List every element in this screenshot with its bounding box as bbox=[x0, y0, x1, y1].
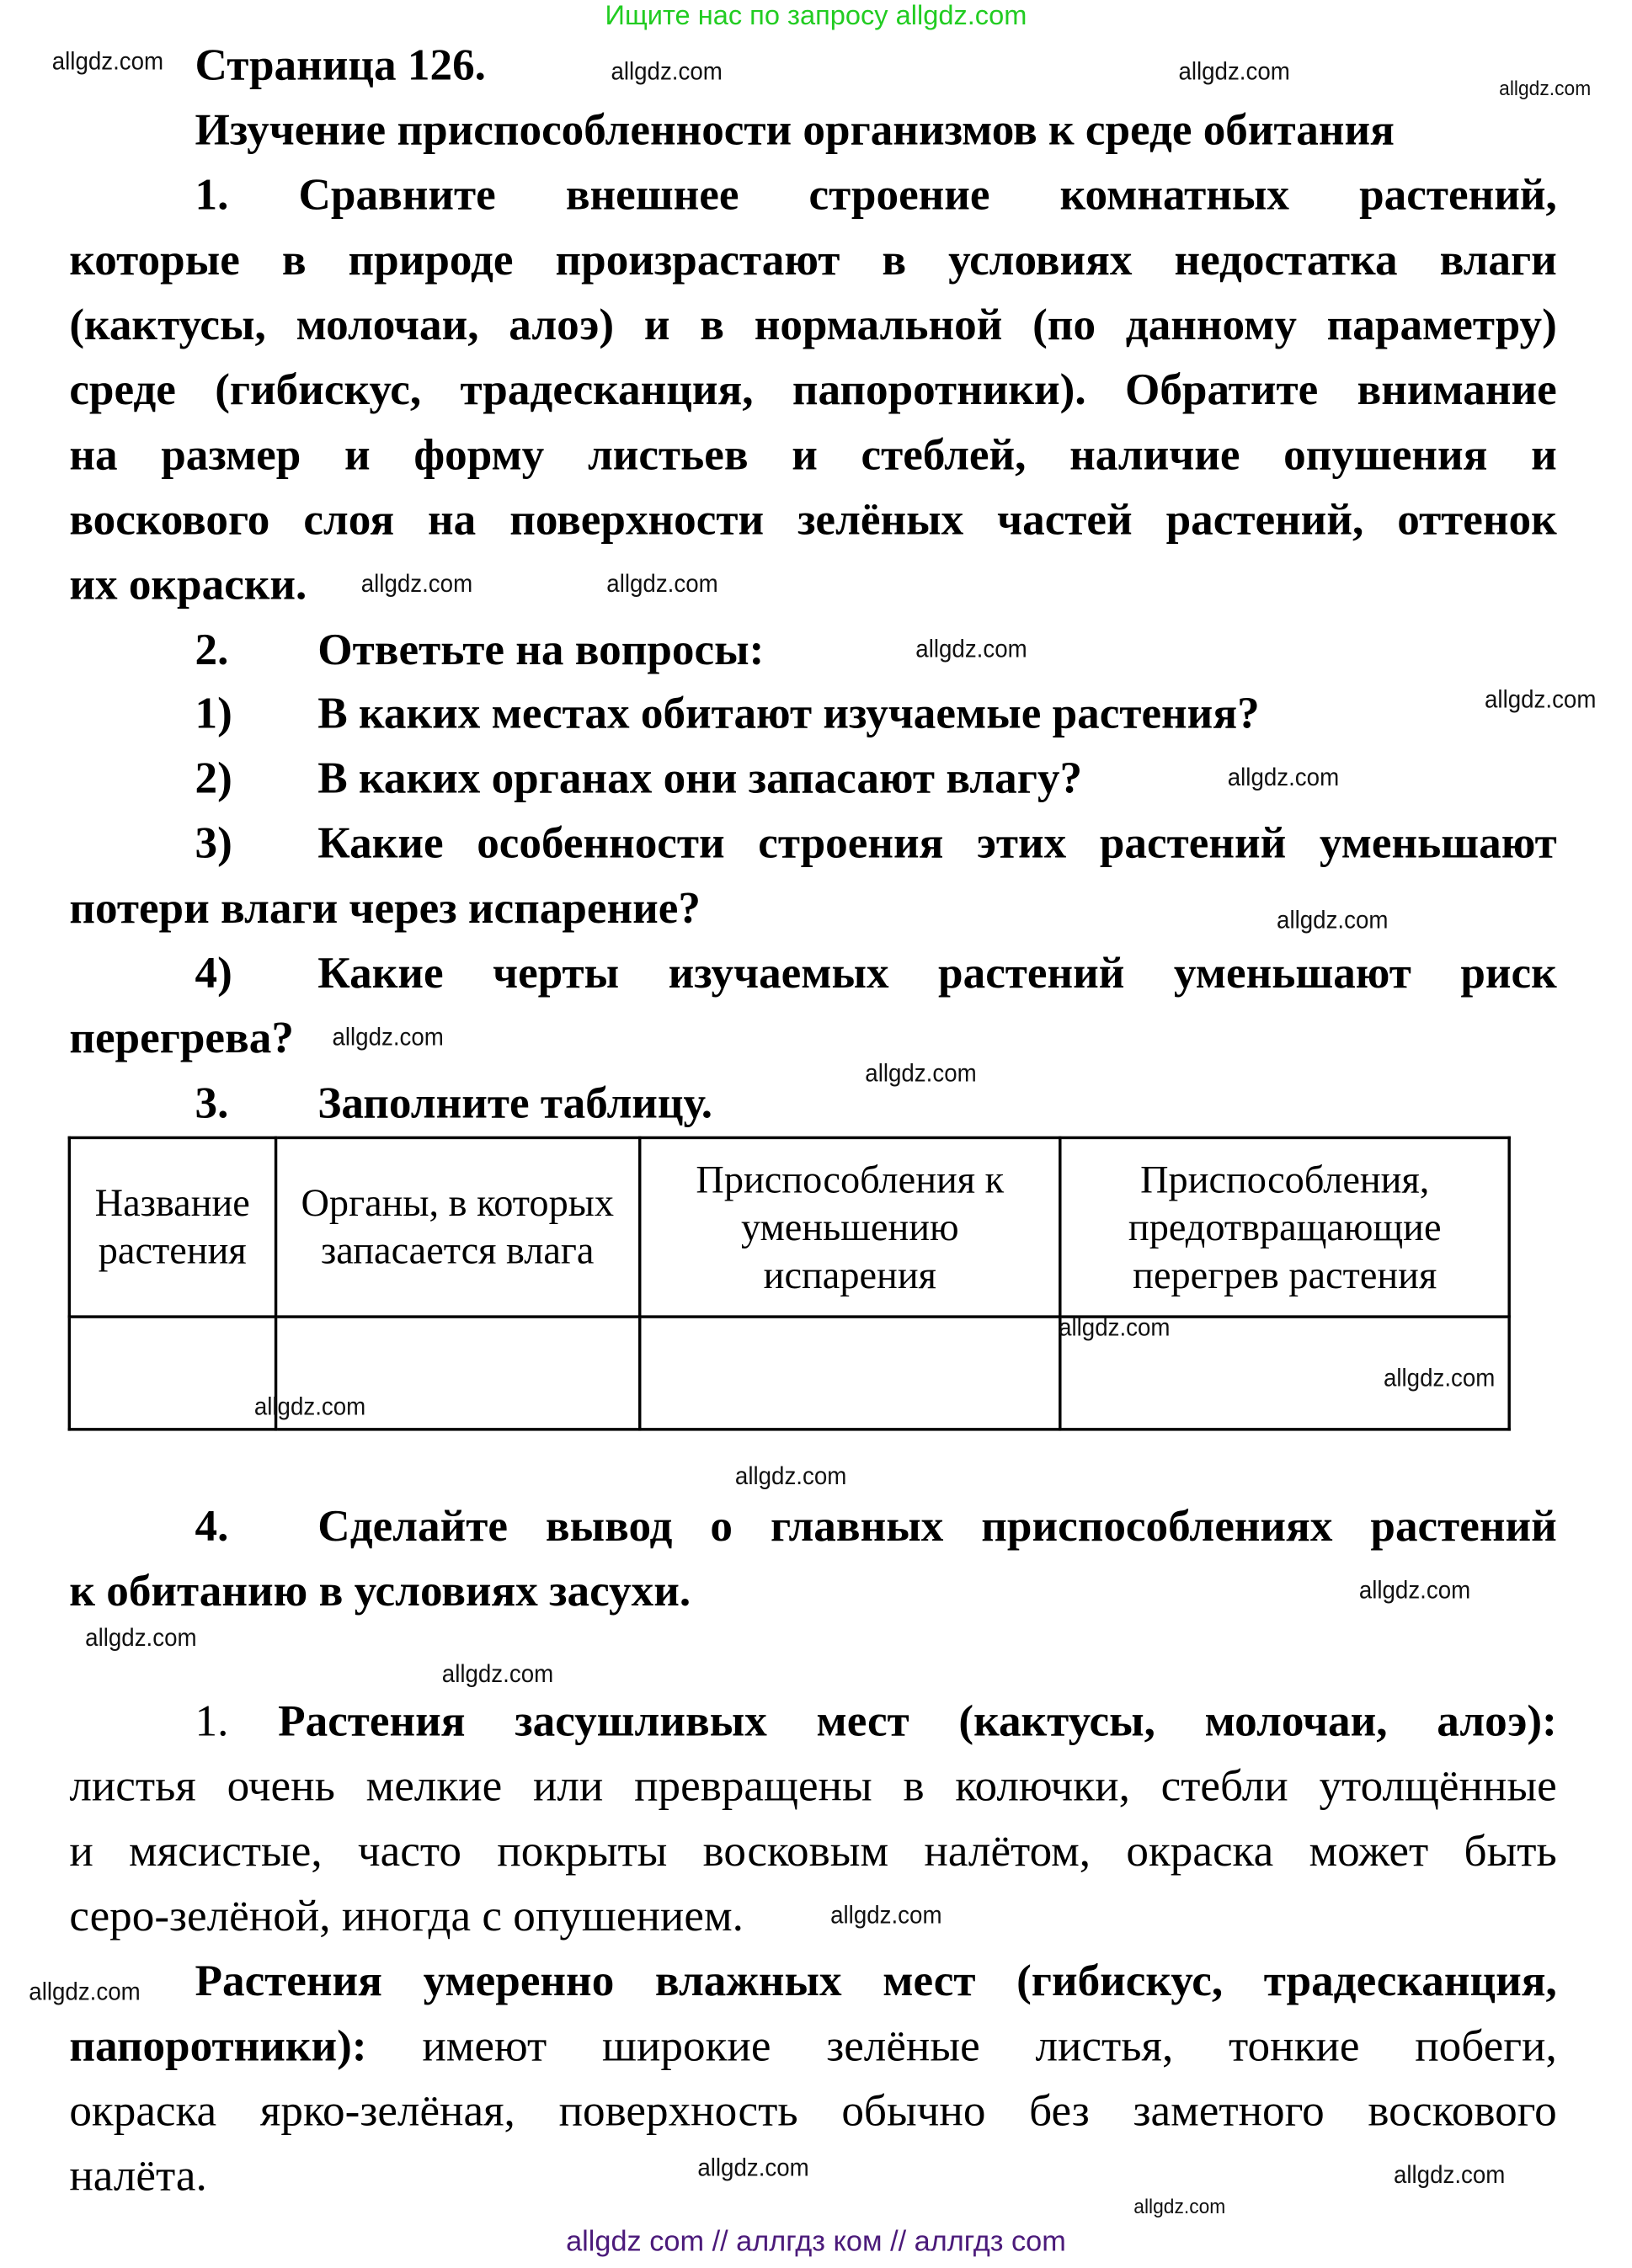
question-number: 1) bbox=[195, 687, 232, 738]
question-text: В каких местах обитают изучаемые растения? bbox=[317, 687, 1260, 738]
table-header: Приспособления, предотвращающие перегрев растения bbox=[1060, 1137, 1509, 1317]
watermark: allgdz.com bbox=[606, 570, 718, 599]
watermark: allgdz.com bbox=[1178, 57, 1290, 86]
task2-number: 2. bbox=[195, 623, 229, 674]
watermark: allgdz.com bbox=[915, 635, 1027, 663]
question-number: 3) bbox=[195, 817, 232, 868]
task1-line: 1. Сравните внешнее строение комнатных растений, bbox=[195, 168, 1557, 220]
top-banner[interactable]: Ищите нас по запросу allgdz.com bbox=[605, 1, 1027, 32]
task1-line: их окраски. bbox=[69, 558, 307, 610]
answer-line: налёта. bbox=[69, 2149, 207, 2201]
watermark: allgdz.com bbox=[85, 1624, 197, 1652]
watermark: allgdz.com bbox=[1277, 907, 1389, 934]
answer-number: 1. bbox=[195, 1695, 279, 1746]
watermark: allgdz.com bbox=[1393, 2161, 1506, 2189]
question-text: В каких органах они запасают влагу? bbox=[317, 752, 1083, 803]
watermark: allgdz.com bbox=[253, 1392, 366, 1421]
answer-heading: Растения засушливых мест (кактусы, молочаи, алоэ): bbox=[278, 1695, 1557, 1746]
question-text: Какие черты изучаемых растений уменьшают риск bbox=[317, 947, 1557, 998]
table-header: Органы, в которых запасается влага bbox=[275, 1137, 639, 1317]
watermark: allgdz.com bbox=[441, 1660, 554, 1688]
watermark: allgdz.com bbox=[1499, 76, 1592, 100]
table-cell bbox=[69, 1317, 275, 1429]
watermark: allgdz.com bbox=[1133, 2194, 1226, 2218]
fill-table bbox=[68, 1137, 1511, 1431]
table-header: Приспособления к уменьшению испарения bbox=[639, 1137, 1060, 1317]
answer-line bbox=[195, 1695, 1557, 1747]
table-header: Название растения bbox=[69, 1137, 275, 1317]
watermark: allgdz.com bbox=[1383, 1364, 1496, 1392]
task3-text: Заполните таблицу. bbox=[317, 1077, 713, 1128]
watermark: allgdz.com bbox=[865, 1059, 977, 1088]
watermark: allgdz.com bbox=[332, 1023, 444, 1051]
answer-line: окраска ярко-зелёная, поверхность обычно без заметного воскового bbox=[69, 2084, 1557, 2136]
task1-line: на размер и форму листьев и стеблей, наличие опушения и bbox=[69, 429, 1557, 480]
answer-heading: Растения умеренно влажных мест (гибискус, традесканция, bbox=[195, 1955, 1557, 2006]
answer-line: серо-зелёной, иногда с опушением. bbox=[69, 1889, 744, 1941]
task4-number: 4. bbox=[195, 1499, 229, 1551]
answer-line: листья очень мелкие или превращены в колючки, стебли утолщённые bbox=[69, 1760, 1557, 1811]
answer-heading: папоротники): bbox=[69, 2020, 367, 2071]
question-text: потери влаги через испарение? bbox=[69, 881, 701, 933]
watermark: allgdz.com bbox=[1059, 1313, 1171, 1342]
question-number: 2) bbox=[195, 752, 232, 803]
watermark: allgdz.com bbox=[1227, 764, 1340, 791]
watermark: allgdz.com bbox=[830, 1901, 942, 1930]
bottom-banner[interactable]: allgdz com // аллгдз ком // аллгдз com bbox=[566, 2226, 1066, 2259]
task1-line: воскового слоя на поверхности зелёных частей растений, оттенок bbox=[69, 493, 1557, 545]
watermark: allgdz.com bbox=[734, 1462, 847, 1490]
task4-text: Сделайте вывод о главных приспособлениях растений bbox=[317, 1499, 1557, 1551]
answer-line bbox=[69, 2020, 1556, 2072]
answer-line: и мясистые, часто покрыты восковым налётом, окраска может быть bbox=[69, 1824, 1557, 1876]
watermark: allgdz.com bbox=[51, 47, 164, 76]
question-text: перегрева? bbox=[69, 1012, 294, 1063]
table-cell bbox=[639, 1317, 1060, 1429]
watermark: allgdz.com bbox=[1485, 685, 1597, 714]
answer-text: имеют широкие зелёные листья, тонкие побеги, bbox=[366, 2020, 1557, 2071]
question-text: Какие особенности строения этих растений уменьшают bbox=[317, 817, 1557, 868]
task1-line: среде (гибискус, традесканция, папоротники). Обратите внимание bbox=[69, 364, 1557, 415]
task3-number: 3. bbox=[195, 1077, 229, 1128]
watermark: allgdz.com bbox=[1358, 1576, 1471, 1605]
question-number: 4) bbox=[195, 947, 232, 998]
watermark: allgdz.com bbox=[29, 1978, 141, 2006]
task1-line: (кактусы, молочаи, алоэ) и в нормальной (по данному параметру) bbox=[69, 299, 1557, 350]
task4-text: к обитанию в условиях засухи. bbox=[69, 1565, 691, 1616]
watermark: allgdz.com bbox=[697, 2154, 809, 2182]
watermark: allgdz.com bbox=[360, 570, 473, 599]
task1-line: которые в природе произрастают в условиях недостатка влаги bbox=[69, 233, 1557, 285]
page-label: Страница 126. bbox=[195, 39, 486, 90]
watermark: allgdz.com bbox=[611, 57, 723, 86]
task2-text: Ответьте на вопросы: bbox=[317, 623, 765, 674]
page-title: Изучение приспособленности организмов к среде обитания bbox=[195, 104, 1395, 155]
